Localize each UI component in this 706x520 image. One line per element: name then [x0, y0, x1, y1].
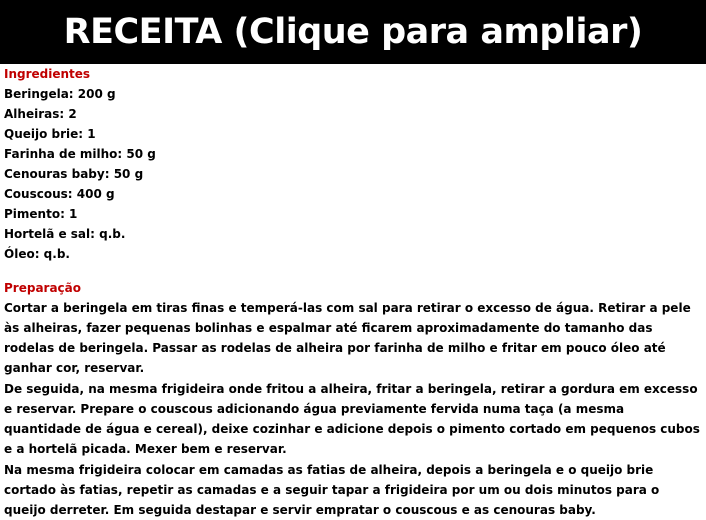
section-spacer [4, 264, 704, 278]
preparation-paragraph: Cortar a beringela em tiras finas e temperá-las com sal para retirar o excesso de água. Retirar a pele às alheiras, fazer pequenas bolinhas e espalmar até ficarem aproximadamente do tamanho das rodelas de beringela. Passar as rodelas de alheira por farinha de milho e fritar em pouco óleo até ganhar cor, reservar. [4, 301, 691, 375]
ingredient-item: Hortelã e sal: q.b. [4, 227, 126, 241]
preparation-steps [4, 298, 704, 520]
ingredient-item: Óleo: q.b. [4, 247, 70, 261]
ingredient-item: Couscous: 400 g [4, 187, 115, 201]
ingredient-item: Beringela: 200 g [4, 87, 116, 101]
ingredient-item: Queijo brie: 1 [4, 127, 96, 141]
ingredients-list [4, 84, 704, 264]
preparation-paragraph: De seguida, na mesma frigideira onde fritou a alheira, fritar a beringela, retirar a gordura em excesso e reservar. Prepare o couscous adicionando água previamente fervida numa taça (a mesma quantidade de água e cereal), deixe cozinhar e adicione depois o pimento cortado em pequenos cubos e a hortelã picada. Mexer bem e reservar. [4, 382, 700, 456]
preparation-paragraph: Na mesma frigideira colocar em camadas as fatias de alheira, depois a beringela e o queijo brie cortado às fatias, repetir as camadas e a seguir tapar a frigideira por um ou dois minutos para o queijo derreter. Em seguida destapar e servir empratar o couscous e as cenouras baby. [4, 463, 660, 517]
recipe-banner-title[interactable]: RECEITA (Clique para ampliar) [0, 0, 706, 64]
recipe-content [4, 64, 704, 520]
ingredient-item: Pimento: 1 [4, 207, 78, 221]
ingredients-heading: Ingredientes [4, 67, 91, 81]
ingredient-item: Cenouras baby: 50 g [4, 167, 144, 181]
ingredient-item: Alheiras: 2 [4, 107, 77, 121]
ingredient-item: Farinha de milho: 50 g [4, 147, 156, 161]
preparation-heading: Preparação [4, 281, 82, 295]
